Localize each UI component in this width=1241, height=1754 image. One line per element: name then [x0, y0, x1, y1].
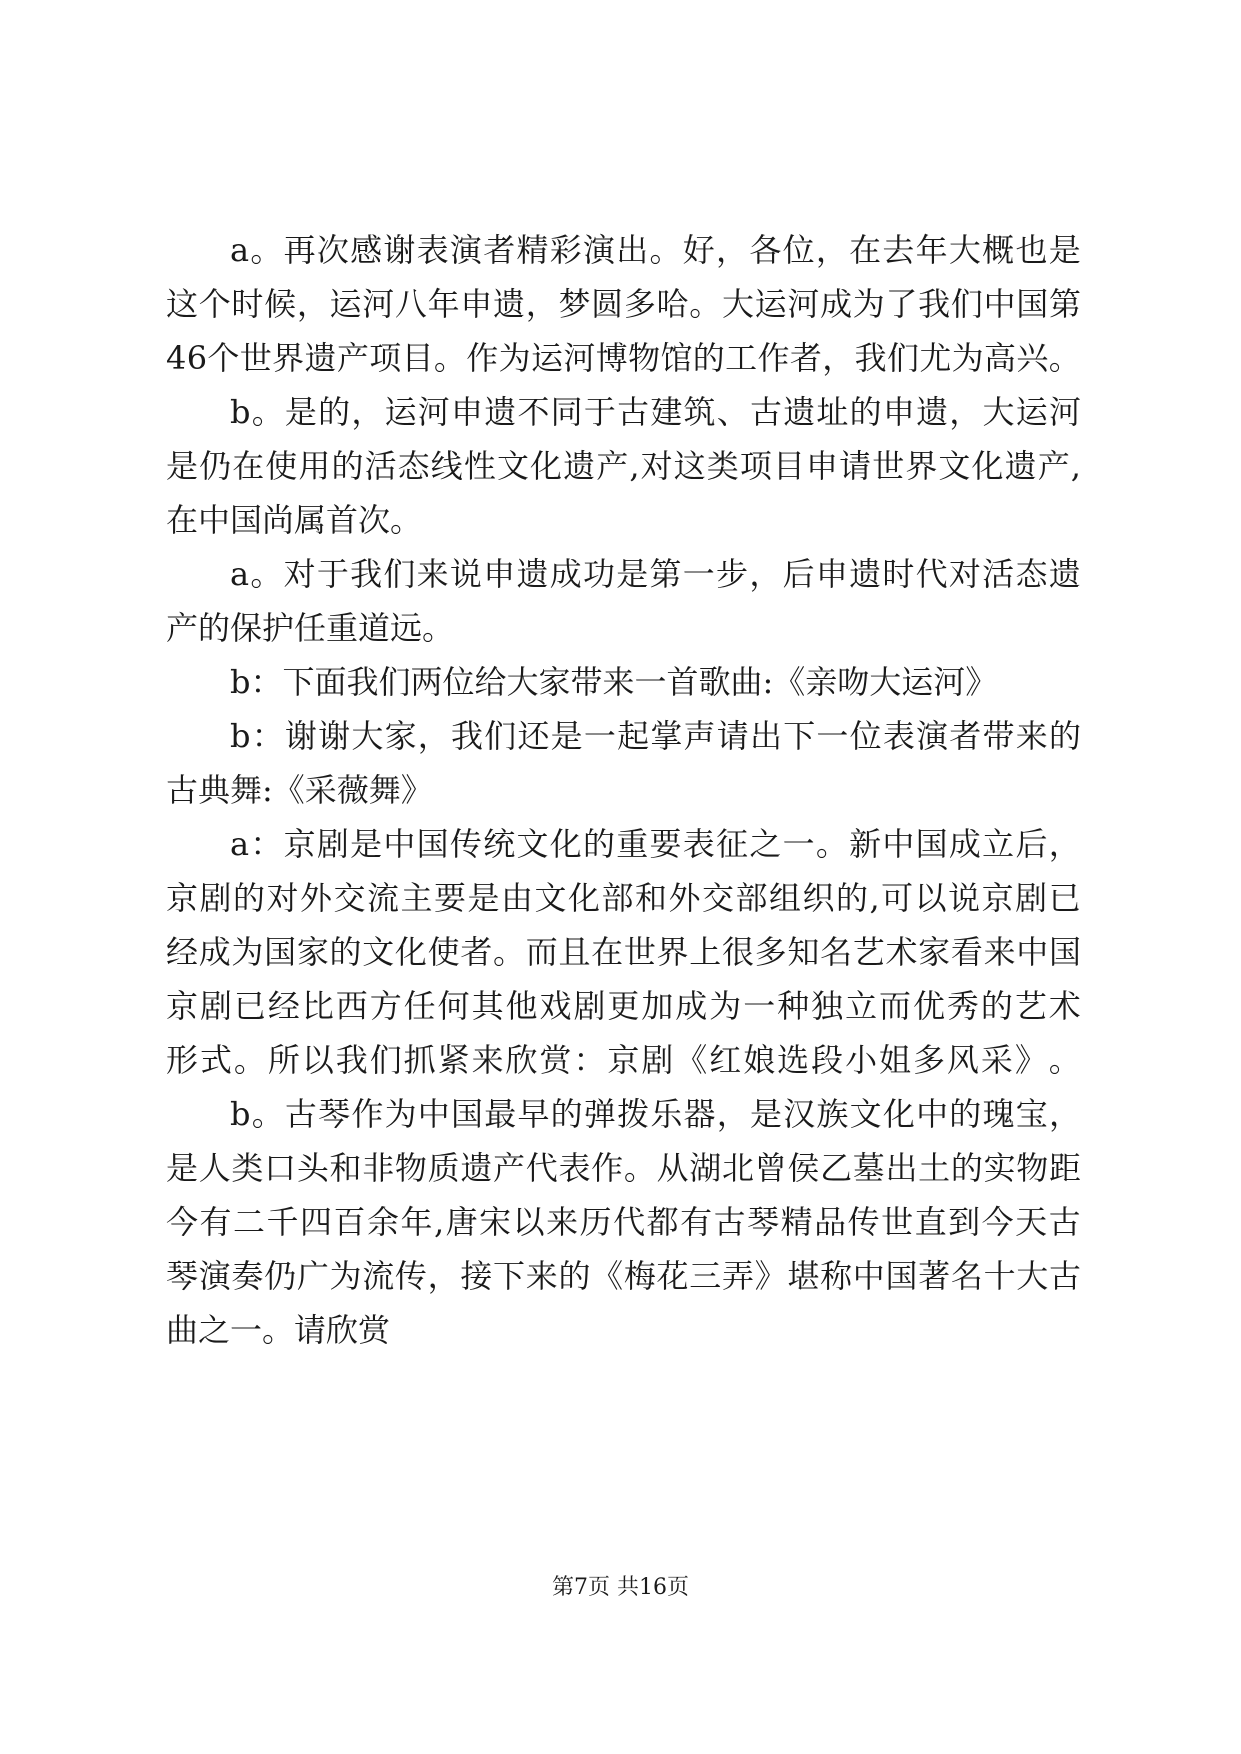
page-indicator: 第7页 共16页: [552, 1575, 689, 1600]
text-line: 这 个 时 候 ， 运 河 八 年 申 遗 ， 梦 圆 多 哈 。 大 运 河 成 为 了 我 们 中 国 第: [166, 285, 1081, 323]
text-line: 古典舞:《采薇舞》: [166, 771, 433, 809]
text-line: 京 剧 的 对 外 交 流 主 要 是 由 文 化 部 和 外 交 部 组 织 的 , 可 以 说 京 剧 已: [166, 879, 1081, 917]
text-line: 是 人 类 口 头 和 非 物 质 遗 产 代 表 作 。 从 湖 北 曾 侯 乙 墓 出 土 的 实 物 距: [166, 1149, 1081, 1187]
text-line: 4 6 个 世 界 遗 产 项 目 。 作 为 运 河 博 物 馆 的 工 作 者 ， 我 们 尤 为 高 兴 。: [166, 339, 1081, 377]
text-line: b：下面我们两位给大家带来一首歌曲:《亲吻大运河》: [230, 663, 998, 701]
text-line: b 。 是 的 ， 运 河 申 遗 不 同 于 古 建 筑 、 古 遗 址 的 申 遗 ， 大 运 河: [230, 393, 1081, 431]
text-line: b 。 古 琴 作 为 中 国 最 早 的 弹 拨 乐 器 ， 是 汉 族 文 化 中 的 瑰 宝 ，: [230, 1095, 1081, 1133]
text-line: a 。 对 于 我 们 来 说 申 遗 成 功 是 第 一 步 ， 后 申 遗 时 代 对 活 态 遗: [230, 555, 1081, 593]
text-line: 是 仍 在 使 用 的 活 态 线 性 文 化 遗 产 , 对 这 类 项 目 申 请 世 界 文 化 遗 产 ,: [166, 447, 1081, 485]
text-line: 琴 演 奏 仍 广 为 流 传 ， 接 下 来 的 《 梅 花 三 弄 》 堪 称 中 国 著 名 十 大 古: [166, 1257, 1081, 1295]
text-line: 曲之一。请欣赏: [166, 1311, 391, 1349]
text-line: 在中国尚属首次。: [166, 501, 423, 539]
text-line: b ： 谢 谢 大 家 ， 我 们 还 是 一 起 掌 声 请 出 下 一 位 表 演 者 带 来 的: [230, 717, 1081, 755]
text-line: 京 剧 已 经 比 西 方 任 何 其 他 戏 剧 更 加 成 为 一 种 独 立 而 优 秀 的 艺 术: [166, 987, 1081, 1025]
text-line: 经 成 为 国 家 的 文 化 使 者 。 而 且 在 世 界 上 很 多 知 名 艺 术 家 看 来 中 国: [166, 933, 1081, 971]
text-line: 产的保护任重道远。: [166, 609, 455, 647]
text-line: a 。 再 次 感 谢 表 演 者 精 彩 演 出 。 好 ， 各 位 ， 在 去 年 大 概 也 是: [230, 231, 1081, 269]
text-line: a ： 京 剧 是 中 国 传 统 文 化 的 重 要 表 征 之 一 。 新 中 国 成 立 后 ，: [230, 825, 1081, 863]
text-line: 今 有 二 千 四 百 余 年 , 唐 宋 以 来 历 代 都 有 古 琴 精 品 传 世 直 到 今 天 古: [166, 1203, 1081, 1241]
text-line: 形 式 。 所 以 我 们 抓 紧 来 欣 赏 ： 京 剧 《 红 娘 选 段 小 姐 多 风 采 》 。: [166, 1041, 1081, 1079]
